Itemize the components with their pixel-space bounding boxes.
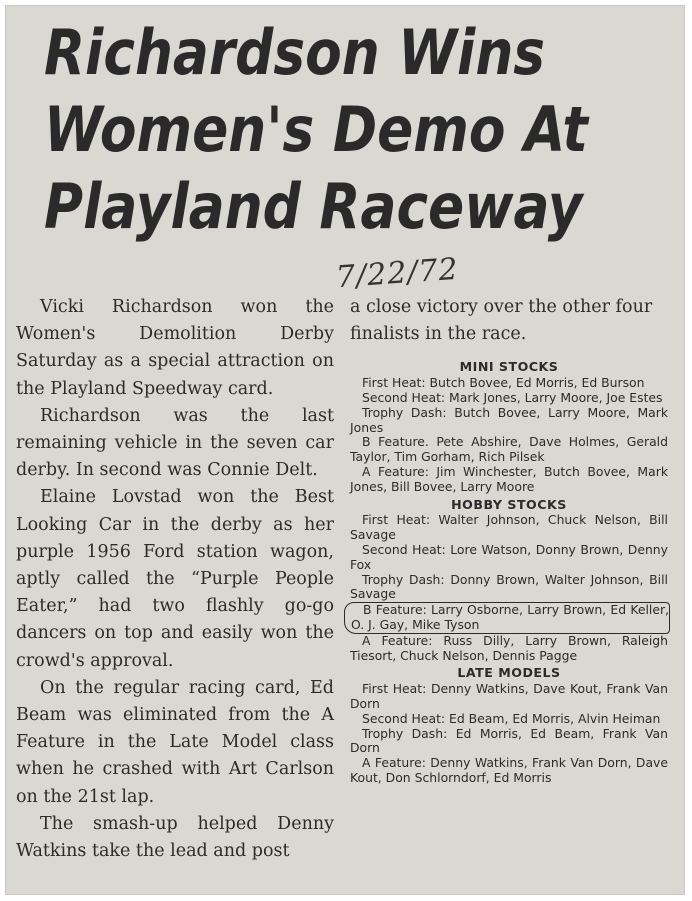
result-line: Second Heat: Mark Jones, Larry Moore, Joe Estes [362, 390, 663, 405]
result-line: Second Heat: Lore Watson, Donny Brown, Denny Fox [350, 541, 668, 572]
result-line: Trophy Dash: Ed Morris, Ed Beam, Frank Van Dorn [350, 725, 668, 756]
result-line: Trophy Dash: Donny Brown, Walter Johnson, Bill Savage [350, 571, 668, 602]
section-title: MINI STOCKS [459, 359, 559, 375]
headline [44, 14, 586, 245]
result-line: A Feature: Denny Watkins, Frank Van Dorn, Dave Kout, Don Schlorndorf, Ed Morris [350, 755, 668, 785]
headline-line: Women's Demo At [44, 93, 588, 166]
article-right-column [350, 294, 668, 786]
result-line: A Feature: Russ Dilly, Larry Brown, Raleigh Tiesort, Chuck Nelson, Dennis Pagge [350, 632, 668, 663]
result-line: First Heat: Denny Watkins, Dave Kout, Frank Van Dorn [350, 681, 668, 711]
article-left-column [16, 294, 334, 865]
results-section-late-models [350, 666, 668, 785]
result-line: First Heat: Butch Bovee, Ed Morris, Ed Burson [362, 375, 645, 391]
article-paragraph: a close victory over the other four finalists in the race. [350, 297, 653, 345]
result-line: B Feature. Pete Abshire, Dave Holmes, Gerald Taylor, Tim Gorham, Rich Pilsek [350, 434, 668, 465]
circled-result-line: B Feature: Larry Osborne, Larry Brown, Ed Keller, O. J. Gay, Mike Tyson [344, 602, 670, 634]
article-paragraph: The smash-up helped Denny Watkins take the lead and post [16, 813, 334, 862]
result-line: First Heat: Walter Johnson, Chuck Nelson, Bill Savage [350, 512, 668, 543]
article-paragraph: On the regular racing card, Ed Beam was eliminated from the A Feature in the Late Model class when he crashed with Art Carlson on the 21st lap. [16, 677, 334, 807]
handwritten-date: 7/22/72 [334, 251, 460, 296]
article-paragraph: Elaine Lovstad won the Best Looking Car in the derby as her purple 1956 Ford station wagon, aptly called the “Purple People Eater,” had two flashly go-go dancers on top and easily won the crowd's approval. [16, 487, 334, 671]
section-title: LATE MODELS [457, 665, 561, 681]
newspaper-clipping [6, 6, 684, 894]
headline-line: Playland Raceway [44, 170, 583, 243]
article-paragraph: Vicki Richardson won the Women's Demolition Derby Saturday as a special attraction on the Playland Speedway card. [16, 297, 334, 399]
section-title: HOBBY STOCKS [451, 496, 567, 512]
result-line: Second Heat: Ed Beam, Ed Morris, Alvin Heiman [362, 710, 661, 726]
race-results [350, 360, 668, 785]
results-section-hobby-stocks [350, 498, 668, 664]
result-line: Trophy Dash: Butch Bovee, Larry Moore, Mark Jones [350, 404, 668, 435]
result-line: A Feature: Jim Winchester, Butch Bovee, Mark Jones, Bill Bovee, Larry Moore [350, 463, 668, 494]
results-section-mini-stocks [350, 360, 668, 494]
headline-line: Richardson Wins [44, 16, 546, 89]
article-paragraph: Richardson was the last remaining vehicle in the seven car derby. In second was Connie Delt. [16, 405, 334, 481]
